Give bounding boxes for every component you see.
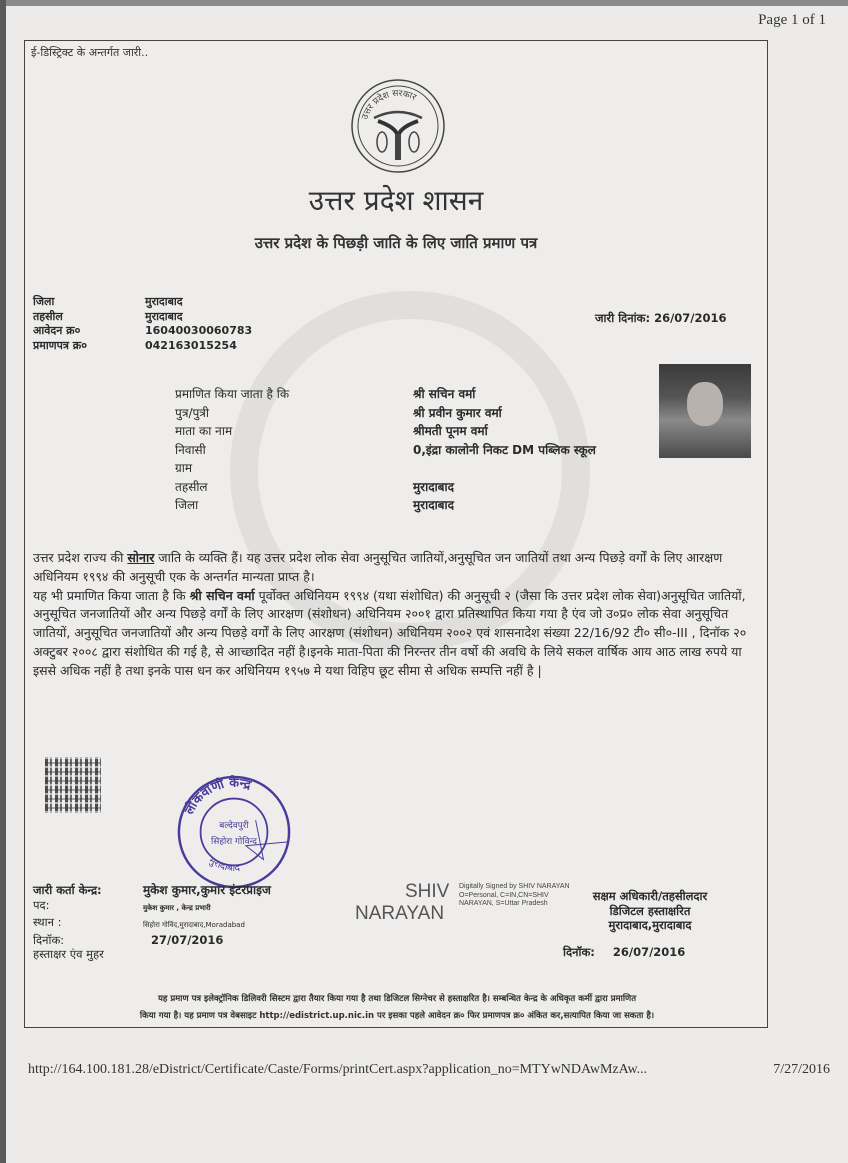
meta-row-certificate-no bbox=[33, 339, 252, 354]
meta-label: प्रमाणपत्र क्र० bbox=[33, 338, 87, 352]
detail-label: ग्राम bbox=[175, 461, 193, 475]
detail-row bbox=[175, 422, 596, 441]
detail-row bbox=[175, 385, 596, 404]
officer-line-2: डिजिटल हस्ताक्षरित bbox=[609, 903, 691, 918]
applicant-name: श्री सचिन वर्मा bbox=[189, 587, 255, 603]
svg-text:उत्तर प्रदेश सरकार bbox=[360, 89, 418, 121]
meta-value: 042163015254 bbox=[145, 338, 237, 352]
stamp-outer-text: लोकवाणी केन्द्र bbox=[181, 775, 253, 818]
meta-value: 16040030060783 bbox=[145, 324, 253, 337]
stamp-bottom-text: मुरादाबाद bbox=[206, 855, 241, 875]
emblem-text: उत्तर प्रदेश सरकार bbox=[360, 88, 418, 122]
signature-details: Digitally Signed by SHIV NARAYAN O=Personal, C=IN,CN=SHIV NARAYAN, S=Uttar Pradesh bbox=[459, 883, 570, 907]
detail-row bbox=[175, 459, 596, 478]
page-number: Page 1 of 1 bbox=[758, 12, 826, 28]
print-url: http://164.100.181.28/eDistrict/Certificate/Caste/Forms/printCert.aspx?application_no=MTYwNDAwMzAw... bbox=[28, 1062, 648, 1077]
issuer-date-value: 27/07/2016 bbox=[151, 932, 224, 947]
issue-date-value: 26/07/2016 bbox=[654, 311, 727, 325]
meta-value: मुरादाबाद bbox=[145, 309, 183, 323]
up-government-emblem-icon bbox=[348, 76, 448, 176]
centre-stamp bbox=[175, 773, 293, 891]
competent-officer bbox=[565, 889, 735, 933]
detail-label: तहसील bbox=[175, 479, 208, 494]
meta-row-tehsil bbox=[33, 310, 252, 325]
centre-value: मुकेश कुमार,कुमार इंटरप्राइज bbox=[143, 883, 271, 897]
officer-date-label: दिनॉक: bbox=[563, 945, 595, 959]
svg-text:मुरादाबाद bbox=[207, 855, 241, 874]
detail-value: मुरादाबाद bbox=[413, 479, 455, 494]
stamp-inner-line-1: बल्देवपुरी bbox=[219, 821, 249, 832]
certificate-body bbox=[33, 549, 759, 681]
body-paragraph-1: उत्तर प्रदेश राज्य की सोनार जाति के व्यक्ति हैं। यह उत्तर प्रदेश लोक सेवा अनुसूचित जातियों,अनुसूचित जन जातियों तथा अन्य पिछड़े वर्गों के लिए आरक्षण अधिनियम १९९४ की अनुसूची एक के अन्तर्गत मान्यता प्राप्त है। bbox=[33, 550, 723, 584]
sign-label: हस्ताक्षर एंव मुहर bbox=[33, 947, 104, 961]
centre-label: जारी कर्ता केन्द्र: bbox=[33, 883, 102, 897]
post-value: मुकेश कुमार , केन्द्र प्रभारी bbox=[143, 903, 211, 912]
certificate-subtitle: उत्तर प्रदेश के पिछड़ी जाति के लिए जाति प्रमाण पत्र bbox=[254, 234, 538, 252]
issue-date bbox=[595, 311, 727, 326]
officer-date-value: 26/07/2016 bbox=[612, 945, 686, 959]
officer-line-3: मुरादाबाद,मुरादाबाद bbox=[608, 918, 692, 932]
detail-value: श्री सचिन वर्मा bbox=[413, 387, 476, 401]
issuer-date-label: दिनॉक: bbox=[33, 932, 65, 947]
detail-label: जिला bbox=[175, 498, 199, 512]
stamp-inner-line-2: सिहोरा गोविन्द bbox=[211, 836, 257, 847]
applicant-photo bbox=[659, 364, 751, 458]
officer-date bbox=[563, 945, 685, 960]
meta-value: मुरादाबाद bbox=[145, 295, 183, 308]
officer-line-1: सक्षम अधिकारी/तहसीलदार bbox=[592, 889, 708, 903]
detail-value: 0,इंद्रा कालोनी निकट DM पब्लिक स्कूल bbox=[413, 442, 596, 457]
detail-row bbox=[175, 496, 596, 515]
print-date: 7/27/2016 bbox=[773, 1062, 830, 1077]
issue-date-label: जारी दिनांक: bbox=[595, 311, 651, 325]
meta-label: तहसील bbox=[33, 309, 63, 323]
detail-label: प्रमाणित किया जाता है कि bbox=[175, 387, 290, 401]
meta-row-application-no bbox=[33, 324, 252, 339]
detail-value: श्रीमती पूनम वर्मा bbox=[413, 424, 488, 438]
signer-name-line-1: SHIV bbox=[405, 881, 450, 902]
detail-value: श्री प्रवीन कुमार वर्मा bbox=[413, 405, 502, 420]
post-label: पद: bbox=[33, 897, 50, 912]
svg-text:लोकवाणी केन्द्र bbox=[181, 775, 254, 818]
signer-name-line-2: NARAYAN bbox=[355, 903, 445, 924]
verification-note-line-1: यह प्रमाण पत्र इलेक्ट्रॉनिक डिलिवरी सिस्टम द्वारा तैयार किया गया है तथा डिजिटल सिग्नेचर से हस्ताक्षरित है। सम्बन्धित केन्द्र के अधिकृत कर्मी द्वारा प्रमाणित bbox=[157, 994, 637, 1004]
issuing-centre bbox=[33, 883, 271, 962]
certificate-meta bbox=[33, 295, 252, 353]
place-label: स्थान : bbox=[33, 915, 62, 929]
meta-label: जिला bbox=[33, 295, 55, 308]
caste-name: सोनार bbox=[127, 550, 155, 565]
page-title: उत्तर प्रदेश शासन bbox=[308, 184, 484, 217]
person-details bbox=[175, 385, 596, 515]
qr-code bbox=[45, 757, 101, 813]
place-value: सिहोरा गोविंद,मुरादाबाद,Moradabad bbox=[143, 921, 245, 929]
detail-label: निवासी bbox=[175, 442, 206, 457]
meta-row-district bbox=[33, 295, 252, 310]
detail-row bbox=[175, 478, 596, 497]
verification-note-line-2: किया गया है। यह प्रमाण पत्र वेबसाइट http://edistrict.up.nic.in पर इसका पहले आवेदन क्र० फिर प्रमाणपत्र क्र० अंकित कर,सत्यापित किया जा सकता है। bbox=[139, 1011, 655, 1021]
detail-row bbox=[175, 404, 596, 423]
verification-note bbox=[33, 991, 761, 1025]
detail-label: माता का नाम bbox=[175, 424, 233, 438]
meta-label: आवेदन क्र० bbox=[33, 324, 81, 337]
detail-label: पुत्र/पुत्री bbox=[175, 405, 210, 420]
scan-top-edge bbox=[0, 0, 848, 6]
issued-under-note: ई-डिस्ट्रिक्ट के अन्तर्गत जारी.. bbox=[31, 46, 149, 59]
body-paragraph-2: यह भी प्रमाणित किया जाता है कि श्री सचिन वर्मा पूर्वोक्त अधिनियम १९९४ (यथा संशोधित) की अनुसूची २ (जैसा कि उत्तर प्रदेश लोक सेवा)अनुसूचित जातियों, अनुसूचित जनजातियों और अन्य पिछड़े वर्गों के लिए आरक्षण (संशोधन) अधिनियम २००१ द्वारा प्रतिस्थापित किया गया है एंव जो उ०प्र० लोक सेवा अनुसूचित जातियों, अनुसूचित जनजातियों और अन्य पिछड़े वर्गों के लिए आरक्षण (संशोधन) अधिनियम २००२ एवं शासनादेश संख्या 22/16/92 टी० सी०-III , दिनॉक २० अक्टुबर २००८ द्वारा संशोधित की गई है, से आच्छादित नहीं है।इनके माता-पिता की निरन्तर तीन वर्षो की अवधि के लिये सकल वार्षिक आय आठ लाख रुपये या इससे अधिक नहीं है तथा इनके पास धन कर अधिनियम १९५७ मे यथा विहिप छूट सीमा से अधिक सम्पत्ति नहीं है | bbox=[33, 587, 747, 678]
detail-row bbox=[175, 441, 596, 460]
certificate-frame bbox=[24, 40, 768, 1028]
scan-left-edge bbox=[0, 0, 6, 1163]
detail-value: मुरादाबाद bbox=[413, 498, 455, 512]
